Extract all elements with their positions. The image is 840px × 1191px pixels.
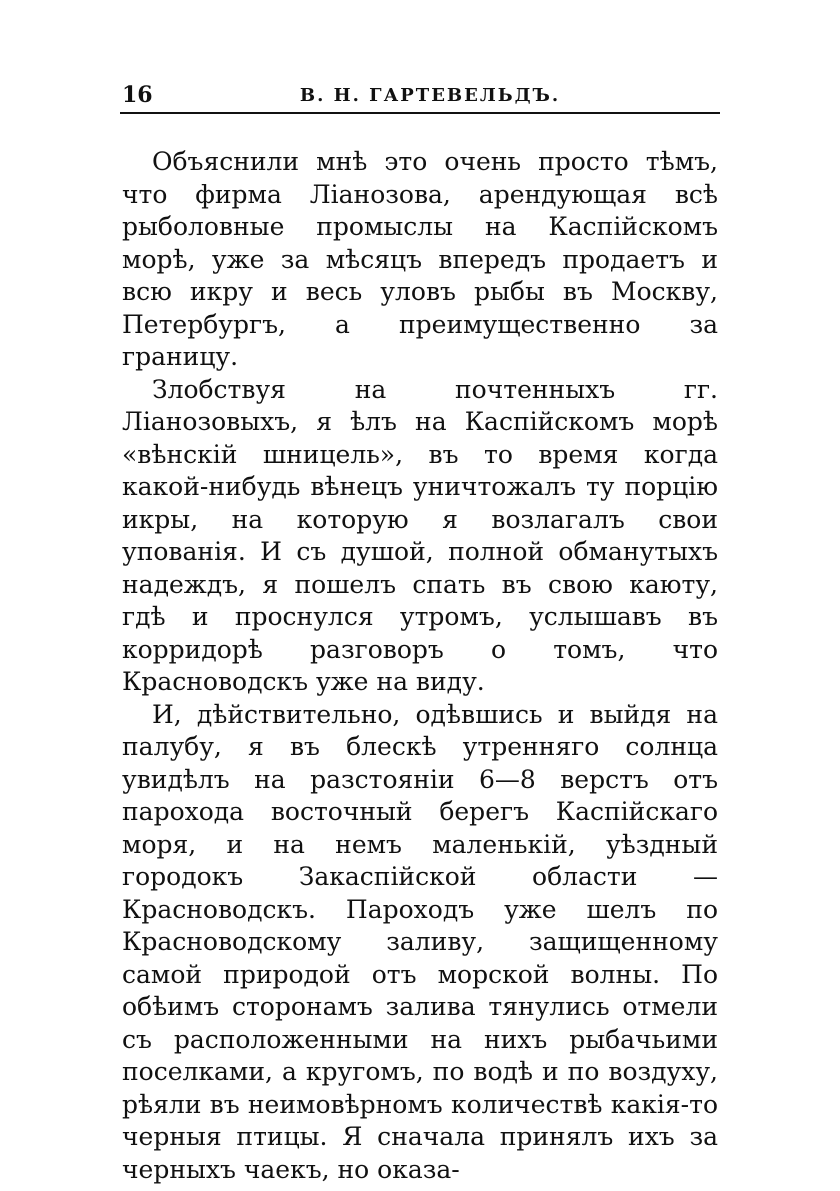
body-text xyxy=(122,146,718,1186)
paragraph-1: Объяснили мнѣ это очень просто тѣмъ, что фирма Ліанозова, арендующая всѣ рыболовные промыслы на Каспійскомъ морѣ, уже за мѣсяцъ впередъ продаетъ и всю икру и весь уловъ рыбы въ Москву, Петербургъ, а преимущественно за границу. xyxy=(122,147,718,371)
paragraph-3: И, дѣйствительно, одѣвшись и выйдя на палубу, я въ блескѣ утренняго солнца увидѣлъ на разстояніи 6—8 верстъ отъ парохода восточный берегъ Каспійскаго моря, и на немъ маленькій, уѣздный городокъ Закаспійской области — Красноводскъ. Пароходъ уже шелъ по Красноводскому заливу, защищенному самой природой отъ морской волны. По обѣимъ сторонамъ залива тянулись отмели съ расположенными на нихъ рыбачьими поселками, а кругомъ, по водѣ и по воздуху, рѣяли въ неимовѣрномъ количествѣ какія-то черныя птицы. Я сначала принялъ ихъ за черныхъ чаекъ, но оказа- xyxy=(122,699,718,1184)
paragraph-2: Злобствуя на почтенныхъ гг. Ліанозовыхъ, я ѣлъ на Каспійскомъ морѣ «вѣнскій шницель», въ то время когда какой-нибудь вѣнецъ уничтожалъ ту порцію икры, на которую я возлагалъ свои упованія. И съ душой, полной обманутыхъ надеждъ, я пошелъ спать въ свою каюту, гдѣ и проснулся утромъ, услышавъ въ корридорѣ разговоръ о томъ, что Красноводскъ уже на виду. xyxy=(122,374,718,696)
running-head: В. Н. ГАРТЕВЕЛЬДЪ. xyxy=(299,85,561,106)
header-rule xyxy=(120,112,720,114)
page-header xyxy=(122,82,718,112)
page-number: 16 xyxy=(122,82,153,108)
